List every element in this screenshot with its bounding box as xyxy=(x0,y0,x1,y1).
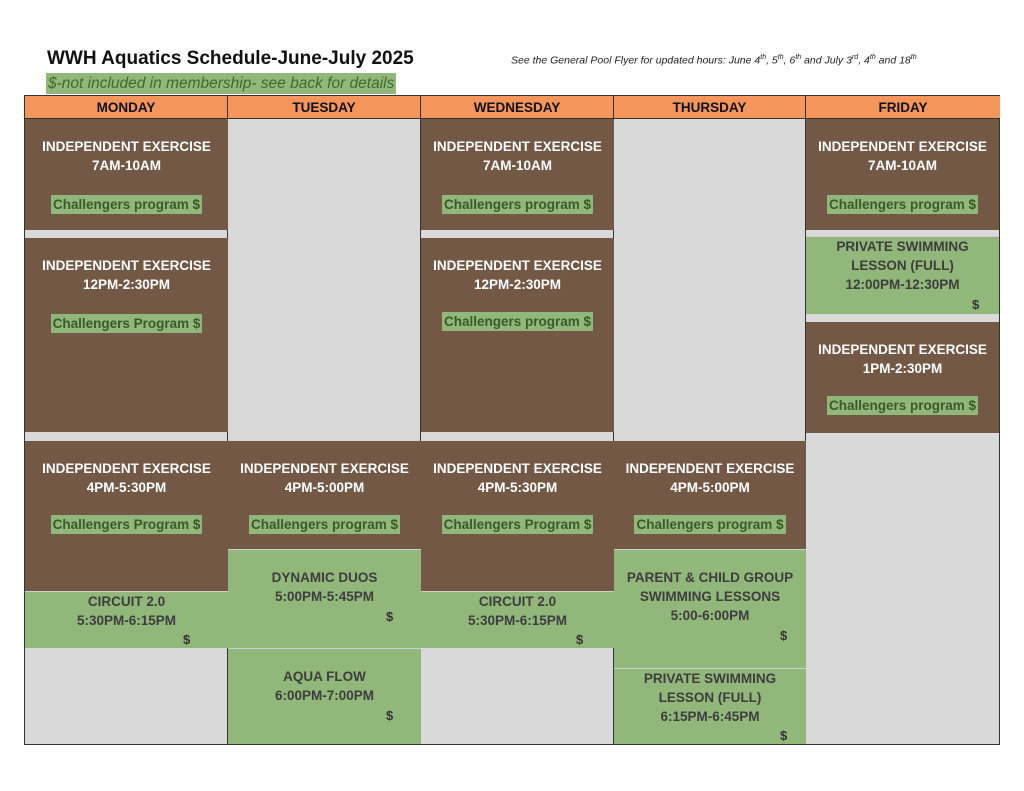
challengers-tag: Challengers program $ xyxy=(828,398,977,413)
thursday-independent-exercise: INDEPENDENT EXERCISE 4PM-5:00PM Challengers program $ xyxy=(614,441,806,549)
header-thursday: THURSDAY xyxy=(614,96,806,119)
friday-independent-exercise-afternoon: INDEPENDENT EXERCISE 1PM-2:30PM Challengers program $ xyxy=(806,322,999,433)
wednesday-independent-exercise-morning: INDEPENDENT EXERCISE 7AM-10AM Challengers program $ xyxy=(421,119,614,230)
challengers-tag: Challengers Program $ xyxy=(52,517,201,532)
friday-private-lesson: PRIVATE SWIMMING LESSON (FULL) 12:00PM-12:30PM $ xyxy=(806,236,999,314)
fee-indicator: $ xyxy=(183,632,191,647)
friday-independent-exercise-morning: INDEPENDENT EXERCISE 7AM-10AM Challengers program $ xyxy=(806,119,999,230)
thursday-private-lesson: PRIVATE SWIMMING LESSON (FULL) 6:15PM-6:45PM $ xyxy=(614,668,806,744)
monday-independent-exercise-morning: INDEPENDENT EXERCISE 7AM-10AM Challengers program $ xyxy=(25,119,228,230)
wednesday-independent-exercise-midday: INDEPENDENT EXERCISE 12PM-2:30PM Challengers program $ xyxy=(421,238,614,432)
tuesday-independent-exercise: INDEPENDENT EXERCISE 4PM-5:00PM Challengers program $ xyxy=(228,441,421,549)
monday-circuit: CIRCUIT 2.0 5:30PM-6:15PM $ xyxy=(25,591,228,648)
challengers-tag: Challengers Program $ xyxy=(443,517,592,532)
fee-indicator: $ xyxy=(972,297,980,312)
header-friday: FRIDAY xyxy=(806,96,1000,119)
challengers-tag: Challengers program $ xyxy=(443,197,592,212)
header-wednesday: WEDNESDAY xyxy=(421,96,614,119)
fee-indicator: $ xyxy=(576,632,584,647)
fee-indicator: $ xyxy=(386,609,394,624)
header-monday: MONDAY xyxy=(25,96,228,119)
wednesday-circuit: CIRCUIT 2.0 5:30PM-6:15PM $ xyxy=(421,591,614,648)
tuesday-aqua-flow: AQUA FLOW 6:00PM-7:00PM $ xyxy=(228,648,421,744)
challengers-tag: Challengers program $ xyxy=(828,197,977,212)
header-tuesday: TUESDAY xyxy=(228,96,421,119)
fee-indicator: $ xyxy=(386,708,394,723)
page-title: WWH Aquatics Schedule-June-July 2025 xyxy=(47,48,414,69)
hours-note: See the General Pool Flyer for updated hours: June 4th, 5th, 6th and July 3rd, 4th and 18th xyxy=(511,54,917,67)
membership-note: $-not included in membership- see back for details xyxy=(48,75,395,92)
challengers-tag: Challengers program $ xyxy=(636,517,784,532)
challengers-tag: Challengers program $ xyxy=(443,314,592,329)
monday-independent-exercise-midday: INDEPENDENT EXERCISE 12PM-2:30PM Challengers Program $ xyxy=(25,238,228,432)
challengers-tag: Challengers program $ xyxy=(250,517,399,532)
challengers-tag: Challengers program $ xyxy=(52,197,201,212)
fee-indicator: $ xyxy=(780,728,788,743)
monday-independent-exercise-evening: INDEPENDENT EXERCISE 4PM-5:30PM Challengers Program $ xyxy=(25,441,228,591)
wednesday-independent-exercise-evening: INDEPENDENT EXERCISE 4PM-5:30PM Challengers Program $ xyxy=(421,441,614,591)
fee-indicator: $ xyxy=(780,628,788,643)
tuesday-dynamic-duos: DYNAMIC DUOS 5:00PM-5:45PM $ xyxy=(228,549,421,648)
thursday-parent-child-lessons: PARENT & CHILD GROUP SWIMMING LESSONS 5:00-6:00PM $ xyxy=(614,549,806,668)
challengers-tag: Challengers Program $ xyxy=(52,316,201,331)
